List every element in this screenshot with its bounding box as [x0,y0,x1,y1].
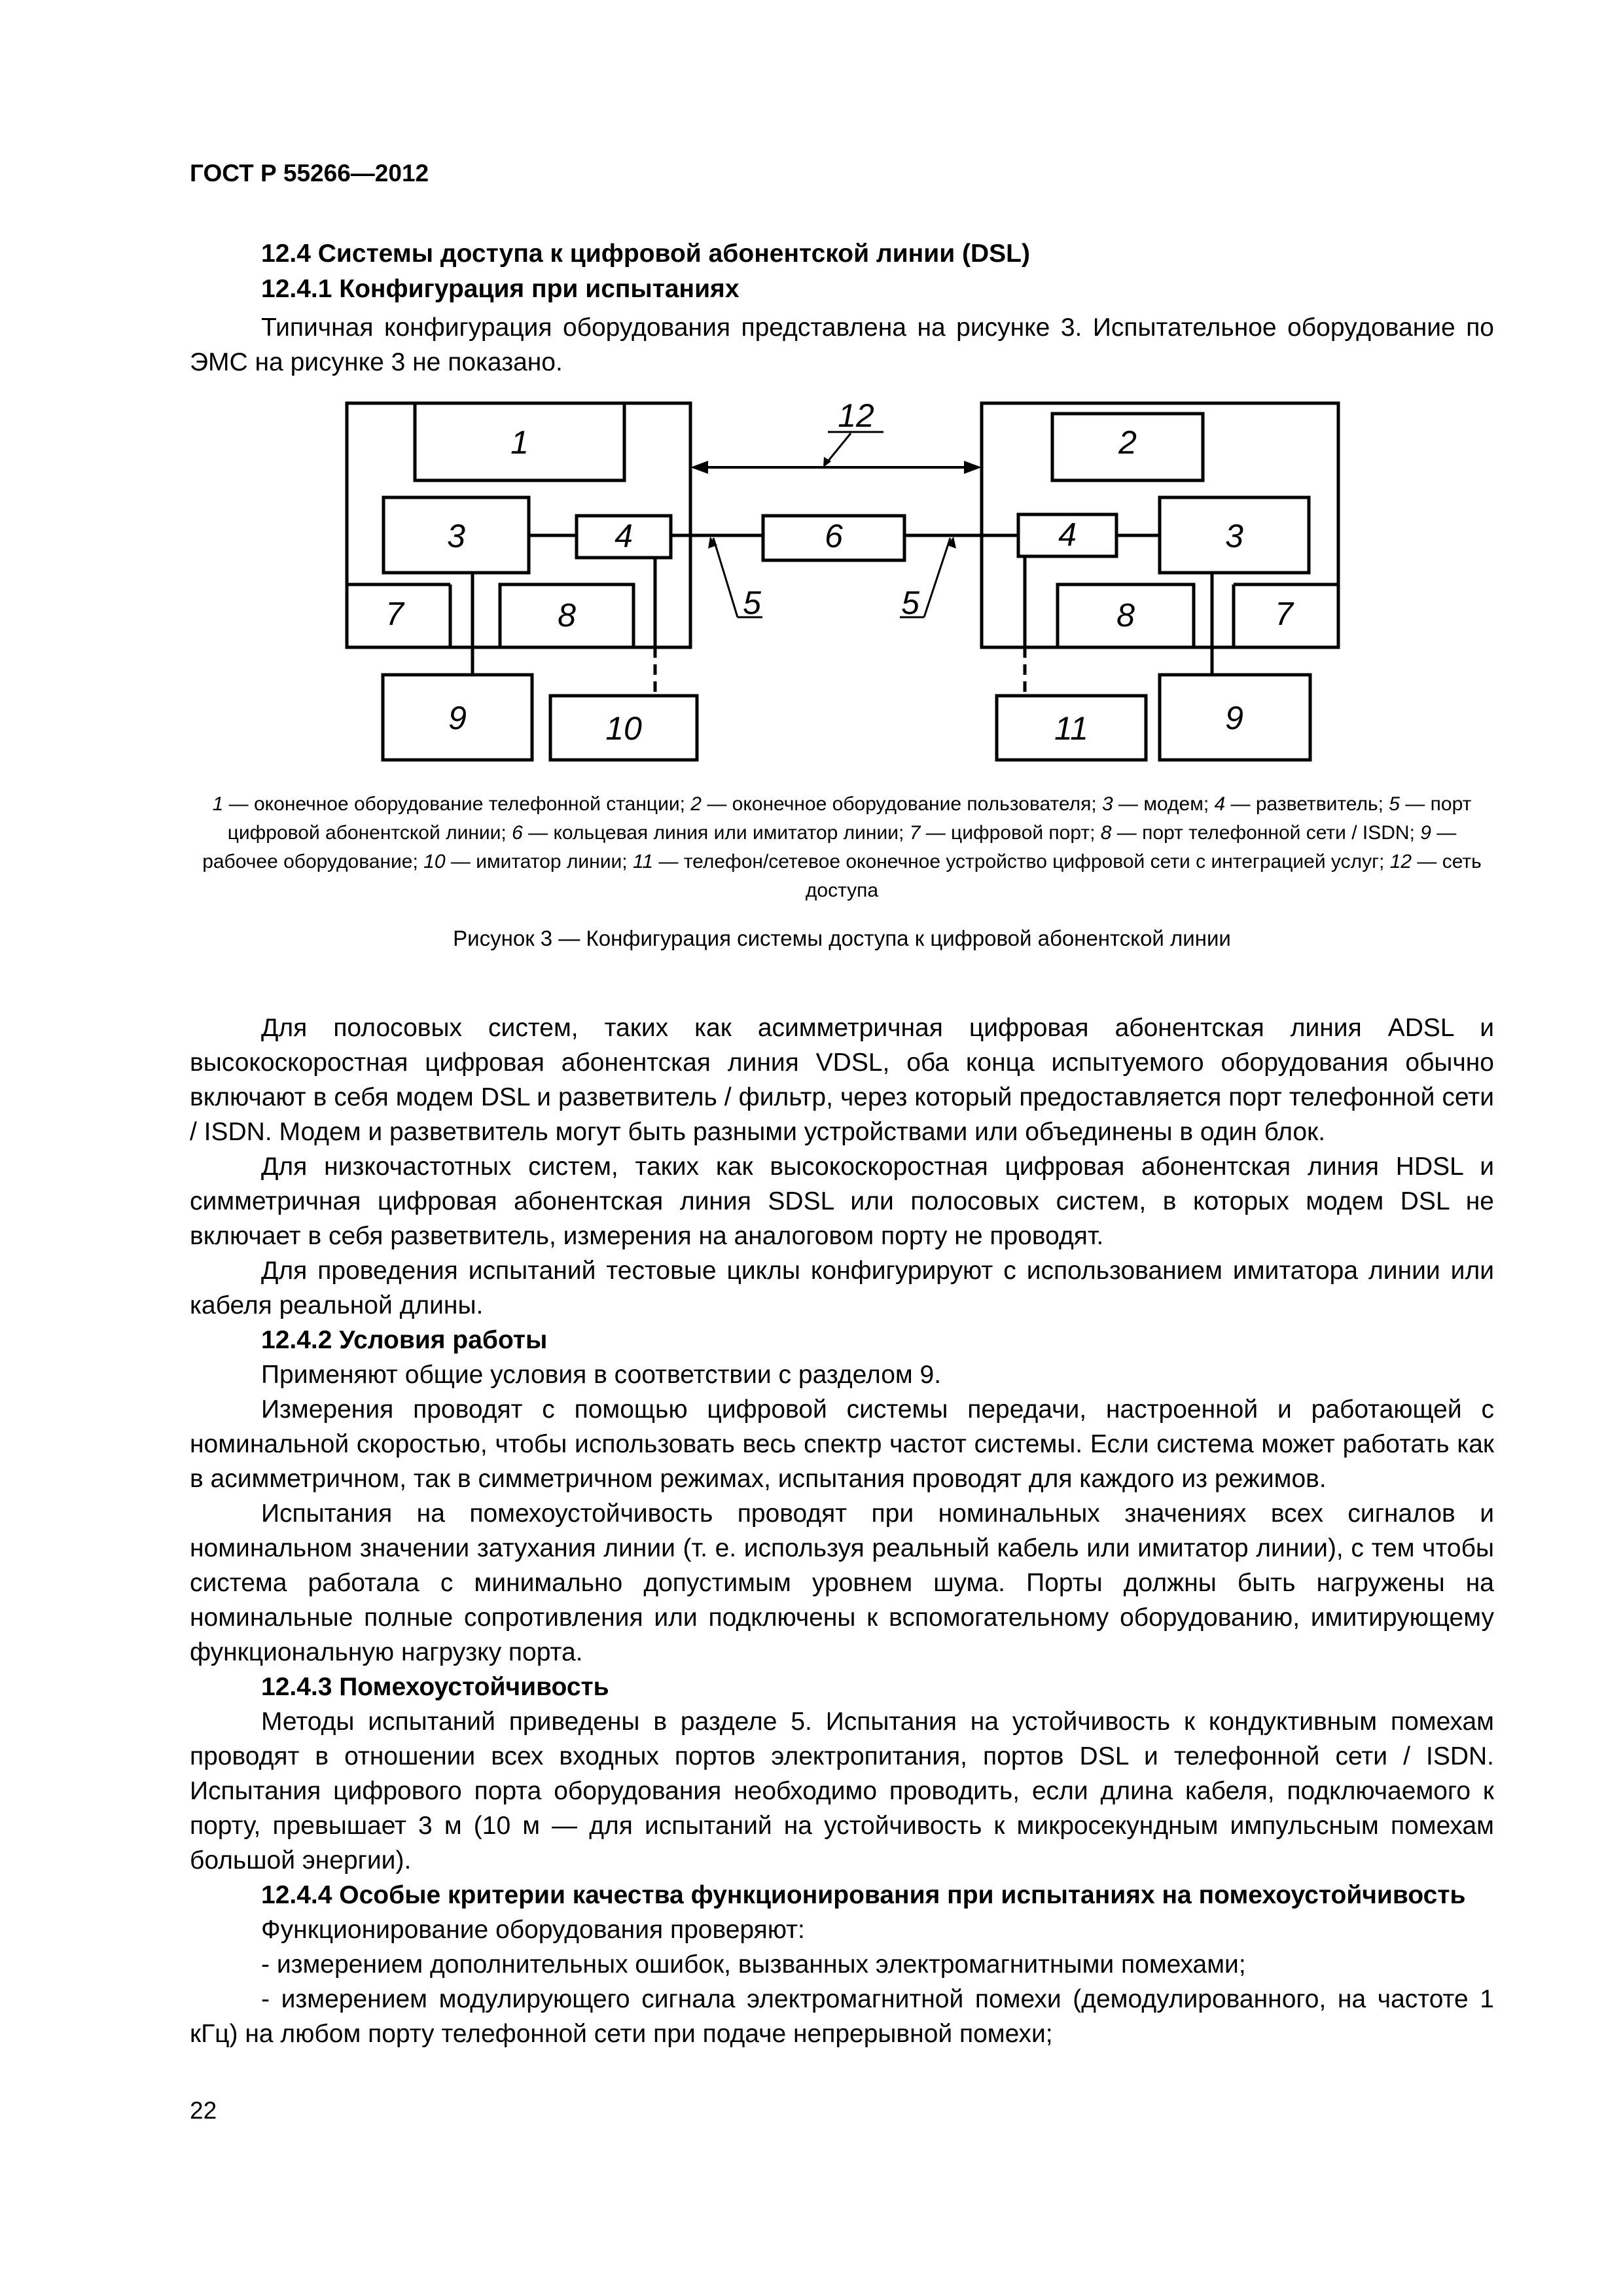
label-8-left: 8 [558,597,576,634]
list-item-additional-errors: - измерением дополнительных ошибок, вызванных электромагнитными помехами; [261,1950,1246,1979]
label-4-right: 4 [1058,516,1077,553]
list-item-modulating-signal: - измерением модулирующего сигнала электромагнитной помехи (демодулированного, на частоте 1 кГц) на любом порту телефонной сети при подаче непрерывной помехи; [190,1985,1494,2048]
label-10: 10 [605,710,642,747]
paragraph-test-loops: Для проведения испытаний тестовые циклы конфигурируют с использованием имитатора линии или кабеля реальной длины. [190,1257,1494,1319]
label-3-left: 3 [447,518,465,554]
legend-text: — порт телефонной сети / ISDN; [1111,822,1421,844]
legend-text: — телефон/сетевое оконечное устройство цифровой сети с интеграцией услуг; [653,851,1390,872]
legend-text: — кольцевая линия или имитатор линии; [522,822,910,844]
legend-number: 1 [212,793,224,815]
paragraph-general-conditions: Применяют общие условия в соответствии с разделом 9. [261,1361,942,1389]
legend-number: 9 [1420,822,1431,844]
paragraph-test-methods: Методы испытаний приведены в разделе 5. Испытания на устойчивость к кондуктивным помехам проводят в отношении всех входных портов электропитания, портов DSL и телефонной сети / ISDN. Испытания цифрового порта оборудования необходимо проводить, если длина кабеля, подключаемого к порту, превышает 3 м (10 м — для испытаний на устойчивость к микросекундным импульсным помехам большой энергии). [190,1708,1494,1874]
paragraph-lowfreq-systems: Для низкочастотных систем, таких как высокоскоростная цифровая абонентская линия HDSL и симметричная цифровая абонентская линия SDSL или полосовых систем, в которых модем DSL не включает в себя разветвитель, измерения на аналоговом порту не проводят. [190,1153,1494,1250]
label-4-left: 4 [615,518,633,554]
subsection-title-12-4-4: 12.4.4 Особые критерии качества функционирования при испытаниях на помехоустойчивость [261,1881,1466,1909]
label-7-left: 7 [385,596,404,632]
label-11: 11 [1054,710,1088,747]
legend-number: 10 [423,851,446,872]
legend-number: 3 [1102,793,1113,815]
legend-number: 12 [1389,851,1412,872]
document-header: ГОСТ Р 55266—2012 [190,160,429,187]
legend-text: — модем; [1113,793,1215,815]
paragraph-immunity-tests: Испытания на помехоустойчивость проводят при номинальных значениях всех сигналов и номинальном значении затухания линии (т. е. используя реальный кабель или имитатор линии), с тем чтобы система работала с минимально допустимым уровнем шума. Порты должны быть нагружены на номинальные полные сопротивления или подключены к вспомогательному оборудованию, имитирующему функциональную нагрузку порта. [190,1499,1494,1666]
label-5-left: 5 [743,584,761,621]
subsection-title-12-4-2: 12.4.2 Условия работы [261,1326,548,1354]
legend-number: 4 [1214,793,1226,815]
legend-number: 7 [909,822,921,844]
body-text [190,1011,1494,2051]
label-9-left: 9 [448,700,467,736]
label-9-right: 9 [1225,700,1243,736]
legend-text: — рабочее оборудование; [202,822,1457,872]
legend-text: — порт цифровой абонентской линии; [227,793,1472,844]
page-number: 22 [190,2097,217,2124]
subsection-title-12-4-3: 12.4.3 Помехоустойчивость [261,1673,609,1701]
subsection-title-12-4-1: 12.4.1 Конфигурация при испытаниях [261,275,740,303]
legend-number: 8 [1100,822,1112,844]
legend-text: — имитатор линии; [445,851,633,872]
paragraph-config-intro [190,310,1494,380]
label-1: 1 [510,424,529,461]
label-2: 2 [1118,424,1137,461]
label-8-right: 8 [1116,597,1135,634]
figure-legend [190,790,1494,905]
legend-text: — сеть доступа [805,851,1482,901]
label-12: 12 [838,397,874,434]
paragraph-functioning-check: Функционирование оборудования проверяют: [261,1916,805,1944]
section-title-12-4: 12.4 Системы доступа к цифровой абонентской линии (DSL) [261,240,1030,268]
paragraph-text: Типичная конфигурация оборудования представлена на рисунке 3. Испытательное оборудование по ЭМС на рисунке 3 не показано. [190,314,1494,376]
label-5-right: 5 [901,584,919,621]
legend-text: — оконечное оборудование пользователя; [701,793,1103,815]
label-6: 6 [825,518,843,554]
legend-number: 6 [512,822,523,844]
legend-text: — цифровой порт; [920,822,1101,844]
label-3-right: 3 [1225,518,1243,554]
figure-caption: Рисунок 3 — Конфигурация системы доступа к цифровой абонентской линии [453,926,1231,950]
dsl-configuration-diagram [327,386,1374,792]
legend-text: — разветвитель; [1225,793,1389,815]
paragraph-measurements: Измерения проводят с помощью цифровой системы передачи, настроенной и работающей с номинальной скоростью, чтобы использовать весь спектр частот системы. Если система может работать как в асимметричном, так в симметричном режимах, испытания проводят для каждого из режимов. [190,1395,1494,1493]
legend-number: 5 [1389,793,1400,815]
label-7-right: 7 [1275,596,1293,632]
legend-number: 11 [632,851,654,872]
legend-number: 2 [690,793,702,815]
paragraph-bandpass-systems: Для полосовых систем, таких как асимметричная цифровая абонентская линия ADSL и высокоскоростная цифровая абонентская линия VDSL, оба конца испытуемого оборудования обычно включают в себя модем DSL и разветвитель / фильтр, через который предоставляется порт телефонной сети / ISDN. Модем и разветвитель могут быть разными устройствами или объединены в один блок. [190,1014,1494,1146]
legend-text: — оконечное оборудование телефонной станции; [223,793,691,815]
